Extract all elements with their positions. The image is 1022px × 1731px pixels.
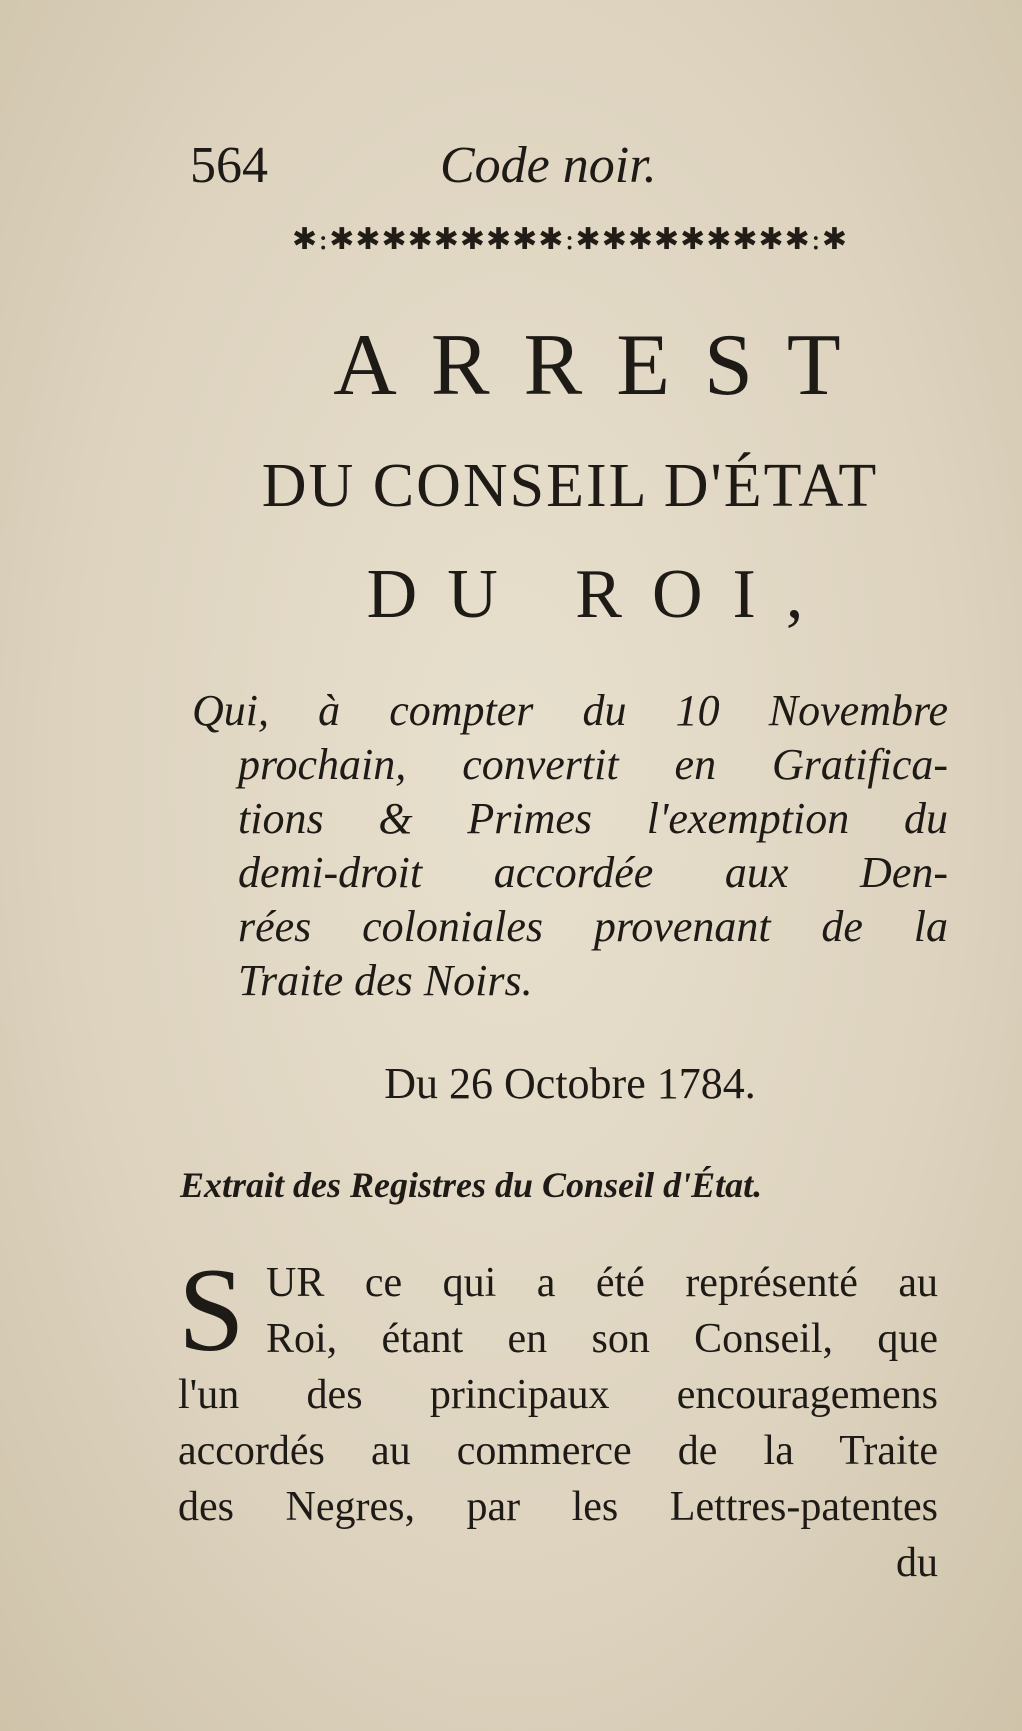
title-du-roi: DU ROI, [366, 556, 834, 633]
subtitle-line: tions & Primes l'exemption du [238, 794, 948, 843]
subtitle-line: demi-droit accordée aux Den- [238, 848, 948, 897]
ornamental-border: ✱:✱✱✱✱✱✱✱✱✱:✱✱✱✱✱✱✱✱✱:✱ [291, 222, 849, 257]
page-header [190, 128, 950, 208]
subtitle-line: Qui, à compter du 10 Novembre [192, 686, 948, 735]
extract-heading: Extrait des Registres du Conseil d'État. [180, 1165, 763, 1205]
subtitle-line: rées coloniales provenant de la [238, 902, 948, 951]
decree-date: Du 26 Octobre 1784. [384, 1059, 756, 1108]
catchword: du [896, 1540, 938, 1586]
title-arrest: ARREST [333, 317, 875, 414]
page-number: 564 [190, 137, 268, 194]
title-conseil: DU CONSEIL D'ÉTAT [261, 452, 879, 520]
running-title: Code noir. [440, 137, 657, 194]
subtitle [192, 684, 948, 1008]
subtitle-line: prochain, convertit en Gratifica- [238, 740, 948, 789]
body-line: Roi, étant en son Conseil, que [266, 1316, 938, 1362]
body-line: accordés au commerce de la Traite [178, 1428, 938, 1474]
subtitle-line: Traite des Noirs. [238, 956, 533, 1005]
body-line: des Negres, par les Lettres-patentes [178, 1484, 938, 1530]
drop-cap: S [178, 1243, 245, 1376]
body-text [178, 1243, 938, 1591]
body-line: l'un des principaux encouragemens [178, 1372, 938, 1418]
body-line: UR ce qui a été représenté au [266, 1260, 938, 1306]
